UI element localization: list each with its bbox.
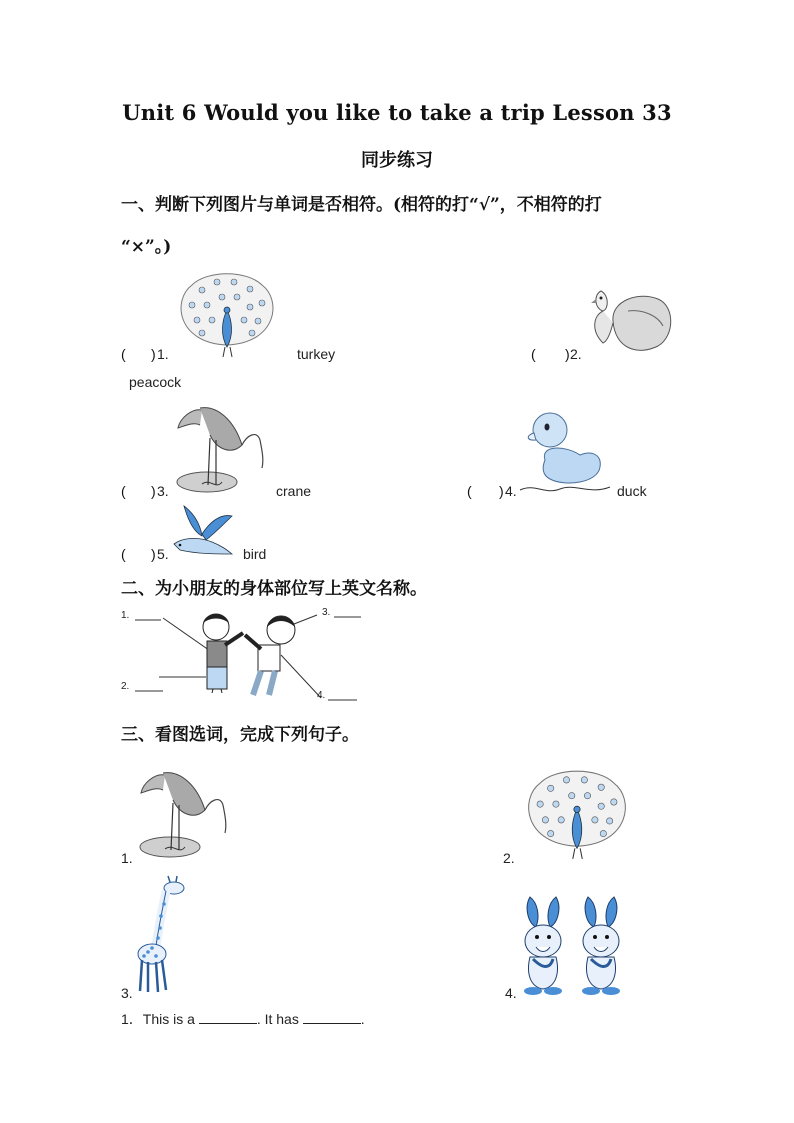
sentence1-number: 1． [121,1011,143,1027]
item1-word: turkey [297,346,336,362]
sentence1-end: . [360,1011,365,1027]
item5-paren-open: ( [121,546,126,562]
section3-heading: 三、看图选词，完成下列句子。 [121,725,359,745]
item3-number: 3. [157,483,169,499]
item1-number: 1. [157,346,169,362]
bird-image [172,504,234,560]
body-label-2: 2. [121,681,130,692]
item2-paren-open: ( [531,346,536,362]
item5-number: 5. [157,546,169,562]
body-parts-illustration [121,605,363,707]
body-label-3: 3. [322,607,331,618]
s3-picture4-number: 4. [505,985,517,1001]
s3-rabbits-image [518,895,636,997]
item1-paren-close: ) [151,346,156,362]
section1-heading: 一、判断下列图片与单词是否相符。(相符的打“√”，不相符的打 [121,195,602,215]
turkey-image [583,281,675,356]
item1-paren-open: ( [121,346,126,362]
item4-paren-open: ( [467,483,472,499]
section1-heading-line2: “×”。) [121,237,172,257]
item4-number: 4. [505,483,517,499]
section2-heading: 二、为小朋友的身体部位写上英文名称。 [121,579,427,599]
item2-number: 2. [570,346,582,362]
page-title: Unit 6 Would you like to take a trip Lesson 33 [122,100,672,125]
item3-paren-open: ( [121,483,126,499]
sentence1-part2: . It has [256,1011,299,1027]
s3-peacock-image [518,762,636,862]
peacock-image [172,265,282,360]
duck-image [520,405,612,493]
s3-picture1-number: 1. [121,850,133,866]
body-label-4: 4. [317,690,326,701]
sentence1-part1: This is a [142,1011,195,1027]
sentence1-blank-1[interactable] [199,1011,257,1024]
sentence-1 [121,1009,365,1029]
item5-paren-close: ) [151,546,156,562]
item3-paren-close: ) [151,483,156,499]
item2-paren-close: ) [565,346,570,362]
item4-word: duck [617,483,647,499]
s3-picture2-number: 2. [503,850,515,866]
body-label-1: 1. [121,610,130,621]
s3-crane-image [135,765,230,860]
body-parts-figure [121,605,363,707]
item3-word: crane [276,483,312,499]
s3-picture3-number: 3. [121,985,133,1001]
crane-image [172,400,267,495]
sentence1-blank-2[interactable] [303,1011,361,1024]
item2-word: peacock [129,374,182,390]
item4-paren-close: ) [499,483,504,499]
item5-word: bird [243,546,267,562]
page-subtitle: 同步练习 [361,150,433,171]
s3-giraffe-image [130,876,190,996]
